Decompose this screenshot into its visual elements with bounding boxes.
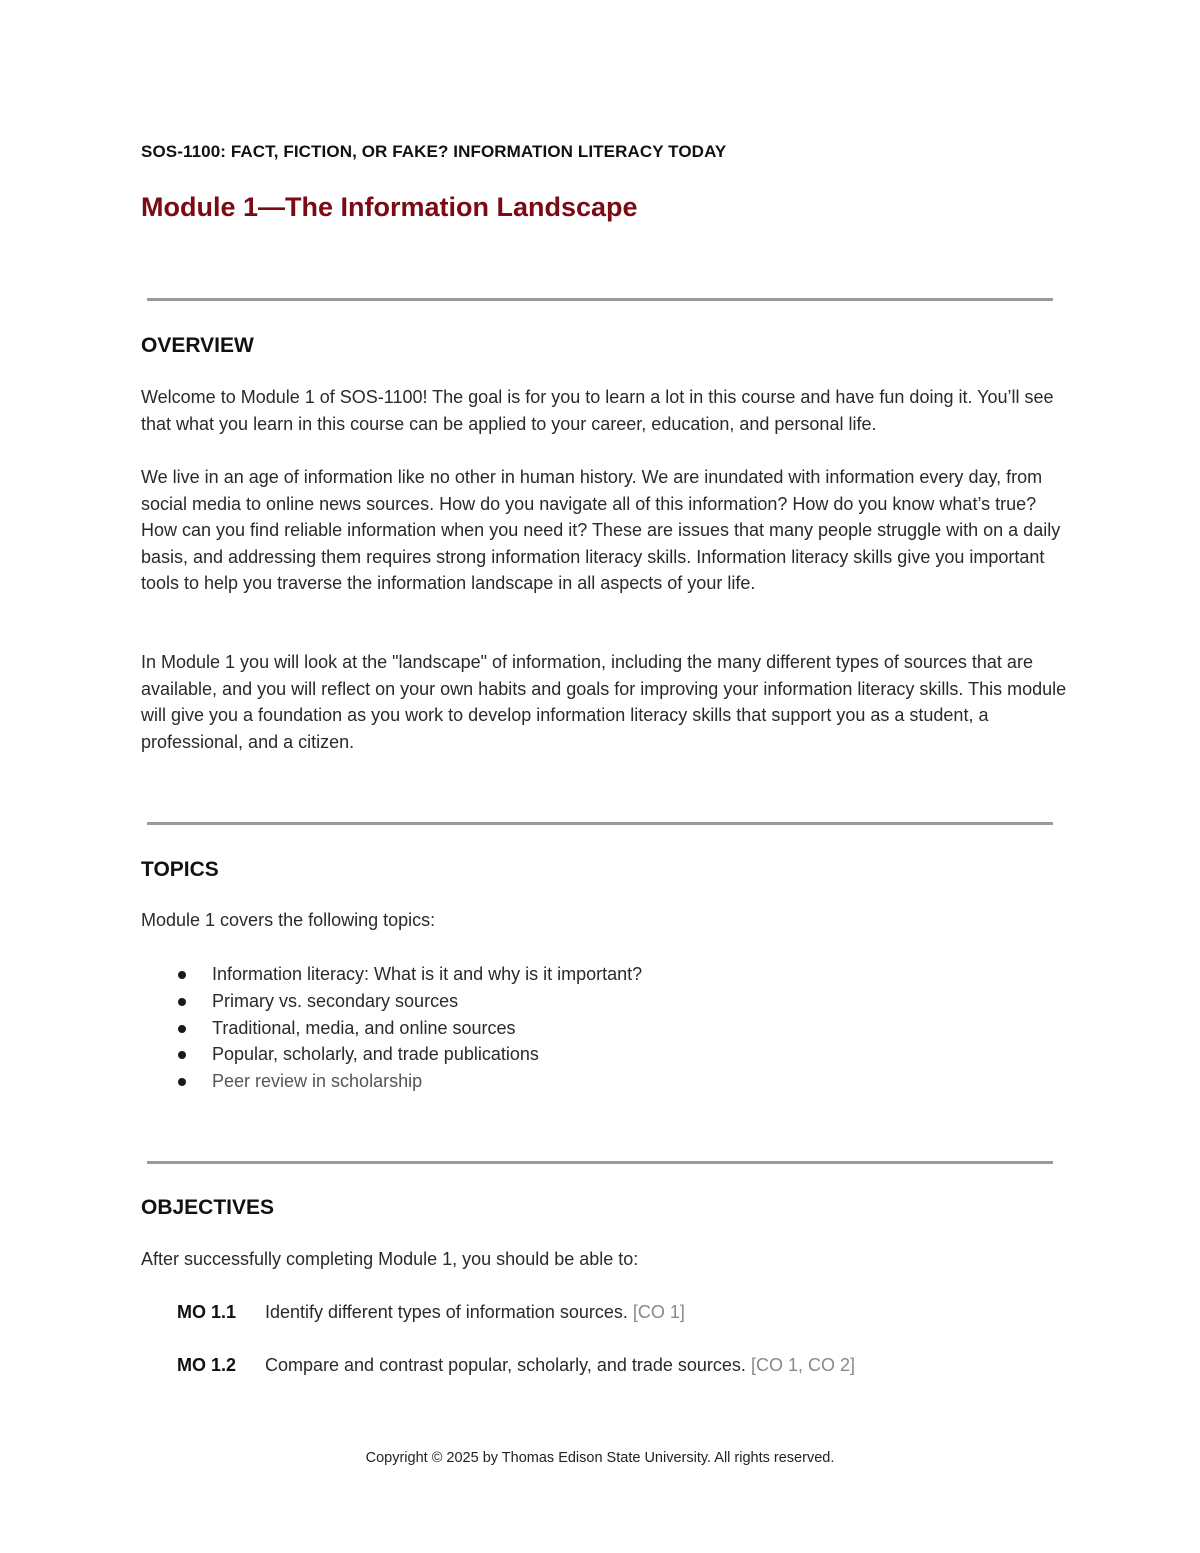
list-item — [141, 961, 642, 988]
objectives-intro: After successfully completing Module 1, you should be able to: — [141, 1249, 639, 1269]
overview-paragraph-1: Welcome to Module 1 of SOS-1100! The goal is for you to learn a lot in this course and have fun doing it. You’ll see that what you learn in this course can be applied to your career, education, and personal life. — [141, 387, 1054, 434]
overview-heading: OVERVIEW — [141, 334, 254, 357]
section-divider — [147, 1161, 1053, 1164]
topic-label: Popular, scholarly, and trade publications — [212, 1044, 539, 1065]
section-divider — [147, 822, 1053, 825]
bullet-icon — [178, 998, 186, 1006]
topics-intro: Module 1 covers the following topics: — [141, 910, 436, 930]
module-title: Module 1—The Information Landscape — [141, 192, 638, 222]
bullet-icon — [178, 1025, 186, 1033]
objective-text: Identify different types of information sources. — [265, 1302, 633, 1322]
course-outcome-reference: [CO 1, CO 2] — [750, 1355, 855, 1375]
topic-label: Traditional, media, and online sources — [212, 1017, 516, 1038]
bullet-icon — [178, 1078, 186, 1086]
topic-label: Primary vs. secondary sources — [212, 990, 459, 1011]
topic-label: Information literacy: What is it and why is it important? — [212, 964, 643, 984]
list-item — [141, 1041, 642, 1068]
bullet-icon — [178, 1051, 186, 1059]
copyright-footer: Copyright © 2025 by Thomas Edison State University. All rights reserved. — [365, 1450, 835, 1466]
objective-item — [177, 1299, 685, 1325]
objectives-heading: OBJECTIVES — [141, 1196, 275, 1219]
objective-item — [177, 1352, 855, 1378]
course-title: SOS-1100: FACT, FICTION, OR FAKE? INFORMATION LITERACY TODAY — [141, 142, 727, 161]
objective-text: Compare and contrast popular, scholarly, and trade sources. — [265, 1355, 751, 1375]
objective-code: MO 1.2 — [177, 1355, 237, 1375]
objective-code: MO 1.1 — [177, 1302, 237, 1322]
topic-label: Peer review in scholarship — [212, 1071, 423, 1092]
course-outcome-reference: [CO 1] — [632, 1302, 685, 1322]
overview-paragraph-3: In Module 1 you will look at the "landscape" of information, including the many different types of sources that are available, and you will reflect on your own habits and goals for improving your information literacy skills. This module will give you a foundation as you work to develop information literacy skills that support you as a student, a professional, and a citizen. — [141, 652, 1067, 752]
list-item — [141, 1068, 642, 1095]
overview-paragraph-2: We live in an age of information like no other in human history. We are inundated with information every day, from social media to online news sources. How do you navigate all of this information? How do you know what’s true? How can you find reliable information when you need it? These are issues that many people struggle with on a daily basis, and addressing them requires strong information literacy skills. Information literacy skills give you important tools to help you traverse the information landscape in all aspects of your life. — [141, 467, 1061, 593]
list-item — [141, 988, 642, 1015]
section-divider — [147, 298, 1053, 301]
list-item — [141, 1015, 642, 1042]
topics-heading: TOPICS — [141, 858, 219, 881]
topics-list — [141, 961, 642, 1095]
bullet-icon — [178, 971, 186, 979]
